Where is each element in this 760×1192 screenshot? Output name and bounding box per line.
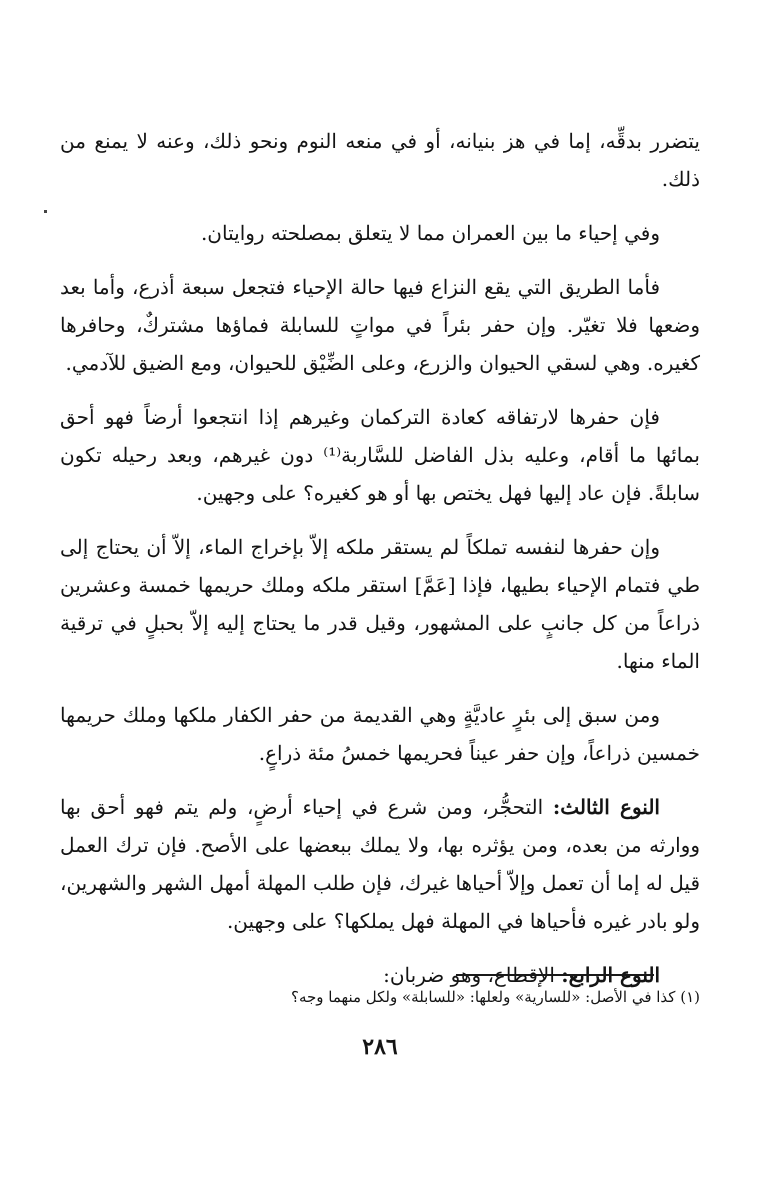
- main-text: [60, 122, 700, 1010]
- paragraph-3: [60, 268, 700, 382]
- page-number: ٢٨٦: [362, 1034, 398, 1060]
- paragraph-5: [60, 528, 700, 680]
- paragraph-7: [60, 788, 700, 940]
- paragraph-2: [60, 214, 700, 252]
- scan-speck: [44, 210, 47, 213]
- paragraph-text: الإقطاع، وهو ضربان:: [383, 963, 562, 987]
- section-heading: النوع الرابع:: [561, 963, 660, 987]
- paragraph-text: يتضرر بدقِّه، إما في هز بنيانه، أو في منعه النوم ونحو ذلك، وعنه لا يمنع من ذلك.: [60, 129, 700, 191]
- paragraph-4: [60, 398, 700, 512]
- paragraph-text: وفي إحياء ما بين العمران مما لا يتعلق بمصلحته روايتان.: [200, 221, 660, 245]
- paragraph-6: [60, 696, 700, 772]
- paragraph-text: فأما الطريق التي يقع النزاع فيها حالة الإحياء فتجعل سبعة أذرع، وأما بعد وضعها فلا تغيّر. وإن حفر بئراً في مواتٍ للسابلة فماؤها مشتركٌ، وحافرها كغيره. وهي لسقي الحيوان والزرع، وعلى الضِّيْق للحيوان، ومع الضيق للآدمي.: [60, 275, 700, 375]
- paragraph-text: التحجُّر، ومن شرع في إحياء أرضٍ، ولم يتم فهو أحق بها ووارثه من بعده، ومن يؤثره بها، ولا يملك ببعضها على الأصح. فإن ترك العمل قيل له إما أن تعمل وإلاّ أحياها غيرك، فإن طلب المهلة أمهل الشهر والشهرين، ولو بادر غيره فأحياها في المهلة فهل يملكها؟ على وجهين.: [60, 795, 700, 933]
- footnote: (١) كذا في الأصل: «للسارية» ولعلها: «للسابلة» ولكل منهما وجه؟: [291, 988, 700, 1006]
- paragraph-text: وإن حفرها لنفسه تملكاً لم يستقر ملكه إلاّ بإخراج الماء، إلاّ أن يحتاج إلى طي فتمام الإحياء بطيها، فإذا [عَمَّ] استقر ملكه وملك حريمها خمسة وعشرين ذراعاً من كل جانبٍ على المشهور، وقيل قدر ما يحتاج إليه إلاّ بحبلٍ في ترقية الماء منها.: [60, 535, 700, 673]
- paragraph-1: [60, 122, 700, 198]
- paragraph-text: فإن حفرها لارتفاقه كعادة التركمان وغيرهم إذا انتجعوا أرضاً فهو أحق بمائها ما أقام، وعليه بذل الفاضل للسَّاربة⁽¹⁾ دون غيرهم، وبعد رحيله تكون سابلةً. فإن عاد إليها فهل يختص بها أو هو كغيره؟ على وجهين.: [60, 405, 700, 505]
- section-heading: النوع الثالث:: [552, 795, 660, 819]
- paragraph-text: ومن سبق إلى بئرٍ عاديَّةٍ وهي القديمة من حفر الكفار ملكها وملك حريمها خمسين ذراعاً، وإن حفر عيناً فحريمها خمسُ مئة ذراعٍ.: [60, 703, 700, 765]
- footnote-divider: [456, 974, 654, 976]
